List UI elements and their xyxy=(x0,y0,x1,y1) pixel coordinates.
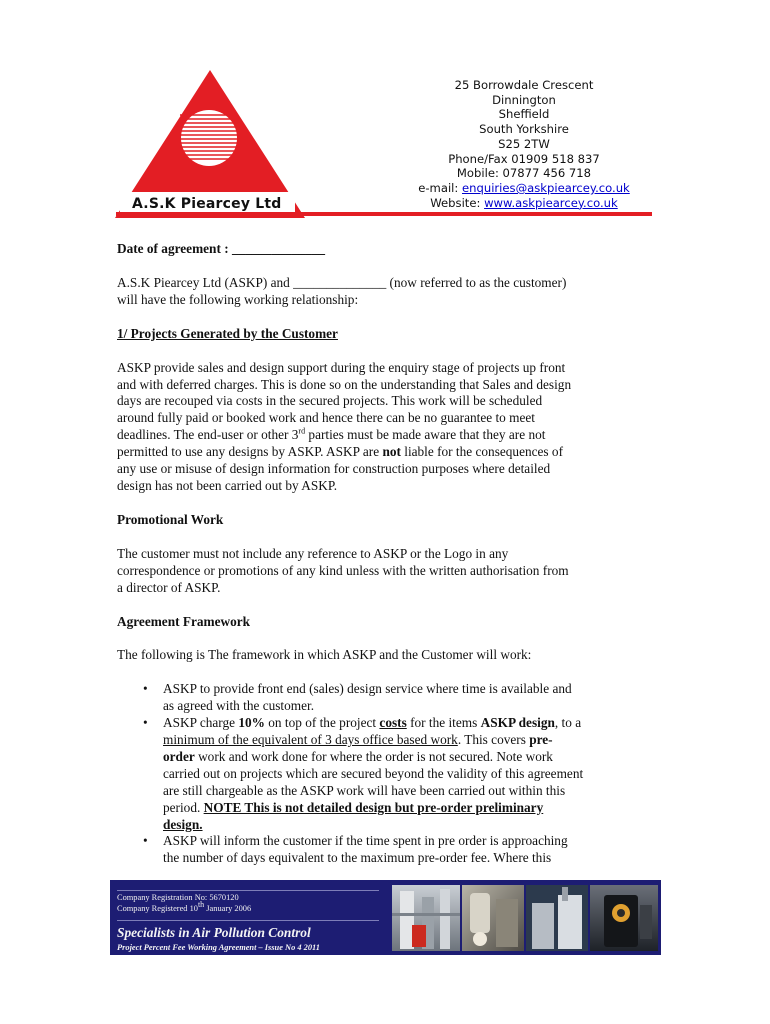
paragraph-line xyxy=(117,444,657,461)
intro-line: will have the following working relationship: xyxy=(117,291,359,307)
text-run: Company Registered 10 xyxy=(117,904,198,913)
mobile-line: Mobile: 07877 456 718 xyxy=(456,166,592,181)
bullet-icon: • xyxy=(143,681,148,697)
photo-plant-room xyxy=(462,885,524,951)
header-divider xyxy=(116,212,652,216)
list-line: the number of days equivalent to the maximum pre-order fee. Where this xyxy=(163,850,552,866)
list-line xyxy=(163,715,657,732)
framework-list xyxy=(117,681,657,867)
address-line: South Yorkshire xyxy=(479,122,569,137)
bullet-icon: • xyxy=(143,833,148,849)
date-of-agreement: Date of agreement : ______________ xyxy=(117,241,326,256)
address-line: S25 2TW xyxy=(498,136,550,151)
footer-tagline: Specialists in Air Pollution Control xyxy=(117,925,311,940)
registration-date xyxy=(117,900,252,914)
superscript: rd xyxy=(298,426,306,436)
address-line: Sheffield xyxy=(498,107,550,122)
bold-text: order xyxy=(163,748,195,764)
text-run: . This covers xyxy=(457,732,530,748)
footer-divider xyxy=(117,920,379,921)
list-line: carried out on projects which are secured beyond the validity of this agreement xyxy=(163,765,584,781)
paragraph-line: days are recouped via costs in the secured projects. This work will be scheduled xyxy=(117,393,543,409)
bold-underlined-text: NOTE This is not detailed design but pre-order preliminary xyxy=(203,799,544,815)
list-line: are still chargeable as the ASKP work will have been carried out within this xyxy=(163,782,566,798)
superscript: th xyxy=(197,900,205,910)
paragraph-line: a director of ASKP. xyxy=(117,579,221,595)
paragraph-line: correspondence or promotions of any kind unless with the written authorisation from xyxy=(117,562,569,578)
text-run: period. xyxy=(163,799,204,815)
list-line: ASKP will inform the customer if the time spent in pre order is approaching xyxy=(163,833,568,849)
paragraph-line: any use or misuse of design information for construction purposes where detailed xyxy=(117,461,551,477)
list-item xyxy=(117,715,657,833)
list-line: design. xyxy=(163,816,203,832)
footer-banner xyxy=(110,880,661,955)
text-run: on top of the project xyxy=(264,715,380,731)
registration-number: Company Registration No: 5670120 xyxy=(117,893,239,902)
list-item xyxy=(117,681,657,715)
text-run: liable for the consequences of xyxy=(400,444,564,460)
paragraph-line: and with deferred charges. This is done so on the understanding that Sales and design xyxy=(117,376,572,392)
paragraph-line: ASKP provide sales and design support during the enquiry stage of projects up front xyxy=(117,359,566,375)
address-line: 25 Borrowdale Crescent xyxy=(454,78,594,92)
document-issue: Project Percent Fee Working Agreement – Issue No 4 2011 xyxy=(117,943,320,952)
bold-text: 10% xyxy=(238,715,265,731)
email-link[interactable]: enquiries@askpiearcey.co.uk xyxy=(462,180,630,195)
list-item xyxy=(117,833,657,867)
text-run: parties must be made aware that they are not xyxy=(305,427,546,443)
phone-fax-line: Phone/Fax 01909 518 837 xyxy=(448,151,600,166)
photo-fan-unit xyxy=(590,885,658,951)
text-run: , to a xyxy=(554,715,582,731)
bold-text: pre- xyxy=(529,732,553,748)
bold-underlined-text: costs xyxy=(379,715,407,731)
footer-divider xyxy=(117,890,379,891)
text-run: for the items xyxy=(406,715,481,731)
website-link[interactable]: www.askpiearcey.co.uk xyxy=(484,195,618,210)
text-run: deadlines. The end-user or other 3 xyxy=(117,427,299,443)
address-block xyxy=(395,78,653,210)
paragraph-line: The following is The framework in which ASKP and the Customer will work: xyxy=(117,647,532,663)
underlined-text: minimum of the equivalent of 3 days office based work xyxy=(163,732,458,748)
website-line xyxy=(395,196,653,211)
company-logo xyxy=(110,68,310,218)
section-heading-framework: Agreement Framework xyxy=(117,613,251,629)
list-line xyxy=(163,749,657,766)
section-heading-promotional: Promotional Work xyxy=(117,511,224,527)
intro-line: A.S.K Piearcey Ltd (ASKP) and ______________ (now referred to as the customer) xyxy=(117,274,567,290)
website-label: Website: xyxy=(430,195,481,210)
bullet-icon: • xyxy=(143,715,148,731)
list-line: ASKP to provide front end (sales) design service where time is available and xyxy=(163,681,572,697)
address-line: Dinnington xyxy=(492,92,556,107)
section-heading-projects: 1/ Projects Generated by the Customer xyxy=(117,325,338,341)
paragraph-line: The customer must not include any reference to ASKP or the Logo in any xyxy=(117,545,509,561)
company-registration xyxy=(117,892,251,914)
bold-text: ASKP design xyxy=(480,715,555,731)
logo-company-name: A.S.K Piearcey Ltd xyxy=(132,196,282,212)
bold-text: not xyxy=(382,444,401,460)
industrial-photos-strip xyxy=(392,885,658,951)
photo-ducting xyxy=(392,885,460,951)
paragraph-line: design has not been carried out by ASKP. xyxy=(117,477,338,493)
text-run: ASKP charge xyxy=(163,715,239,731)
email-line xyxy=(395,181,653,196)
list-line: as agreed with the customer. xyxy=(163,698,315,714)
text-run: work and work done for where the order is not secured. Note work xyxy=(194,748,553,764)
text-run: permitted to use any designs by ASKP. ASKP are xyxy=(117,444,383,460)
list-line xyxy=(163,732,657,749)
agreement-body xyxy=(117,241,657,867)
photo-extraction-units xyxy=(526,885,588,951)
list-line xyxy=(163,800,657,817)
paragraph-line xyxy=(117,427,657,444)
paragraph-line: around fully paid or booked work and hence there can be no guarantee to meet xyxy=(117,410,535,426)
email-label: e-mail: xyxy=(418,180,459,195)
text-run: January 2006 xyxy=(204,904,252,913)
